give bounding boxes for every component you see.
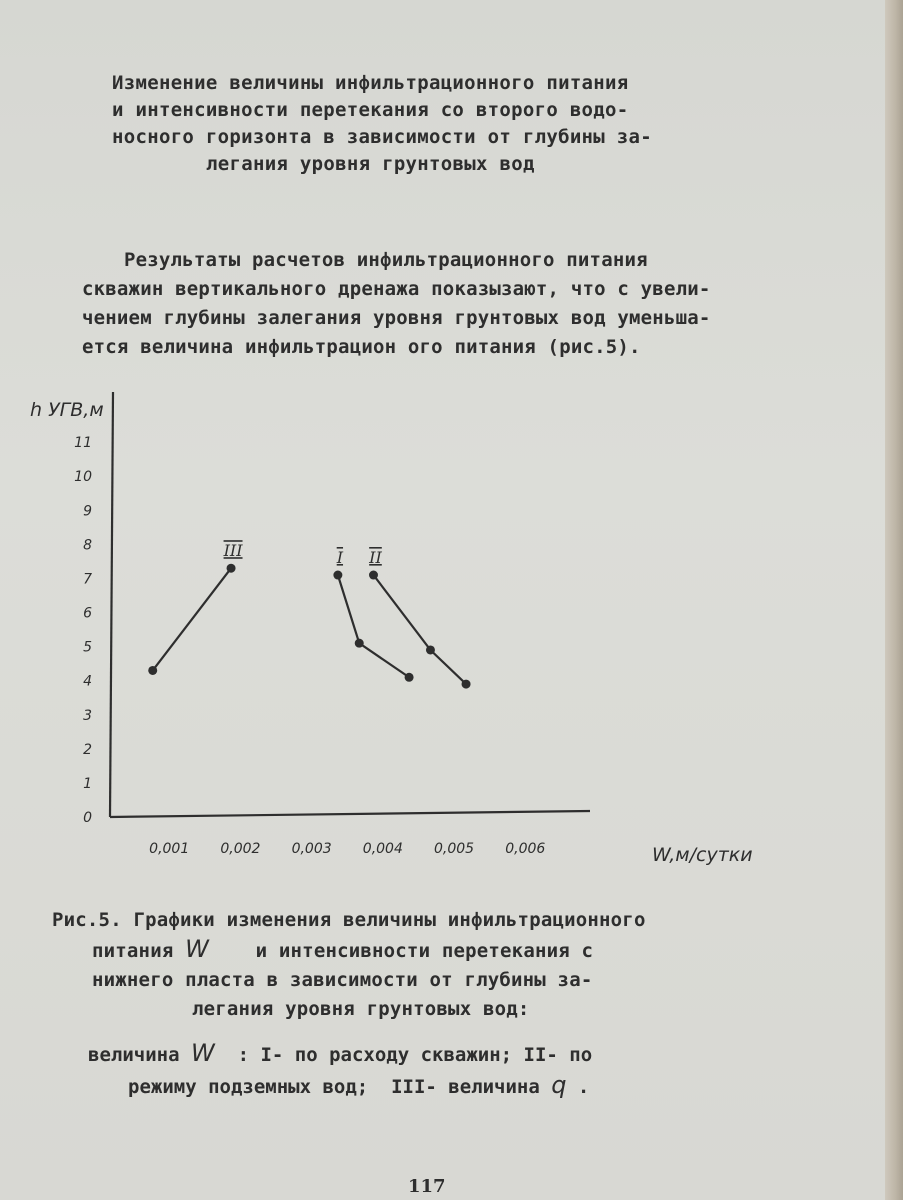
y-tick-label: 10 — [74, 469, 92, 486]
data-point — [227, 564, 236, 573]
y-tick-label: 6 — [83, 605, 92, 622]
symbol-w: W — [185, 935, 210, 963]
series-line — [373, 575, 466, 684]
y-tick-label: 9 — [83, 503, 92, 520]
caption-line-2-end: и интенсивности перетекания с — [209, 940, 594, 962]
legend-line-2 — [88, 1070, 788, 1102]
series-label: II — [369, 548, 382, 568]
y-tick-label: 11 — [74, 435, 92, 452]
caption-line-2 — [52, 935, 812, 966]
x-tick-label: 0,003 — [291, 841, 332, 857]
body-line-4: ется величина инфильтрацион ого питания (рис.5). — [82, 336, 641, 358]
legend-line-1 — [88, 1038, 788, 1070]
page-number: 117 — [408, 1176, 446, 1197]
series-III — [148, 541, 243, 675]
legend-note — [88, 1038, 788, 1102]
body-line-1: Результаты расчетов инфильтрационного питания — [124, 249, 648, 271]
figure-caption — [52, 906, 812, 1024]
x-tick-label: 0,002 — [220, 841, 261, 857]
legend-line-1-end: : I- по расходу скважин; II- по — [214, 1044, 593, 1066]
caption-line-4: легания уровня грунтовых вод: — [192, 998, 530, 1020]
y-tick-label: 4 — [83, 673, 92, 690]
legend-line-1-start: величина — [88, 1044, 191, 1066]
series-II — [368, 548, 470, 689]
y-tick-label: 5 — [83, 639, 92, 656]
legend-symbol-q: q — [551, 1071, 567, 1099]
y-tick-label: 0 — [83, 810, 92, 826]
data-point — [333, 571, 342, 580]
heading-line-2: и интенсивности перетекания со второго водо- — [112, 99, 629, 121]
data-point — [369, 571, 378, 580]
data-point — [426, 645, 435, 654]
heading-line-1: Изменение величины инфильтрационного питания — [112, 72, 629, 94]
chart-svg — [0, 380, 903, 880]
x-axis-title: W,м/сутки — [652, 844, 753, 866]
caption-line-2-start: питания — [92, 940, 186, 962]
legend-symbol-w: W — [190, 1039, 215, 1067]
section-heading — [112, 70, 772, 178]
data-point — [355, 639, 364, 648]
body-line-3: чением глубины залегания уровня грунтовых вод уменьша- — [82, 307, 711, 329]
y-axis-line — [110, 392, 113, 817]
y-tick-label: 3 — [83, 707, 92, 724]
x-tick-labels — [149, 841, 545, 857]
figure-5-chart — [0, 380, 903, 880]
x-tick-label: 0,006 — [505, 841, 546, 857]
caption-line-3: нижнего пласта в зависимости от глубины за- — [92, 969, 593, 991]
x-axis-line — [110, 811, 590, 817]
y-tick-label: 8 — [83, 537, 92, 554]
series-label: I — [336, 548, 344, 568]
x-tick-label: 0,004 — [362, 841, 403, 857]
body-paragraph — [82, 246, 822, 362]
y-tick-label: 2 — [83, 741, 92, 758]
y-tick-labels — [74, 435, 92, 826]
axes — [110, 392, 590, 817]
series-I — [333, 548, 413, 682]
series-label: III — [223, 541, 243, 561]
heading-line-4: легания уровня грунтовых вод — [206, 153, 535, 175]
y-tick-label: 1 — [83, 775, 92, 792]
x-tick-label: 0,005 — [434, 841, 475, 857]
x-tick-label: 0,001 — [149, 841, 190, 857]
caption-line-1: Рис.5. Графики изменения величины инфильтрационного — [52, 909, 646, 931]
data-point — [405, 673, 414, 682]
data-point — [148, 666, 157, 675]
heading-line-3: носного горизонта в зависимости от глубины за- — [112, 126, 652, 148]
data-point — [462, 680, 471, 689]
legend-line-2-end: . — [566, 1076, 590, 1098]
series-line — [153, 568, 231, 670]
series — [148, 541, 470, 688]
body-line-2: скважин вертикального дренажа показызают, что с увели- — [82, 278, 711, 300]
legend-line-2-start: режиму подземных вод; III- величина — [128, 1076, 552, 1098]
y-tick-label: 7 — [83, 571, 92, 588]
y-axis-title: h УГВ,м — [30, 399, 104, 421]
series-line — [338, 575, 409, 677]
